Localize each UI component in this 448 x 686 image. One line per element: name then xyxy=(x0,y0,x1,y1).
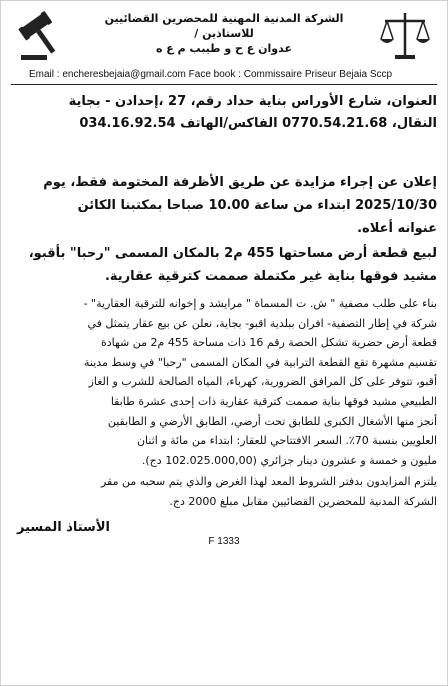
contact-line xyxy=(11,69,437,80)
facebook-link[interactable]: Commissaire Priseur Bejaia Sccp xyxy=(243,69,393,80)
letterhead xyxy=(11,5,437,67)
sale-line: مشيد فوقها بناية غير مكتملة صممت كترقية عقارية. xyxy=(104,269,437,284)
signature-line: الأستاذ المسير xyxy=(17,519,110,535)
facebook-label: Face book : xyxy=(188,69,241,80)
intro-line: 2025/10/30 ابتداء من ساعة 10.00 صباحا بمكتبنا الكائن xyxy=(77,198,437,213)
body-line: تقسيم مشهرة تقع القطعة الترابية في المكان المسمى "رحبا" في وسط مدينة xyxy=(83,355,437,369)
email-label: Email : xyxy=(29,69,60,80)
office-address: العنوان، شارع الأوراس بناية حداد رقم، 27 ،إحدادن - بجاية xyxy=(68,94,437,109)
conditions-line: يلتزم المزايدون بدفتر الشروط المعد لهذا الغرض والذي يتم سحبه من مقر xyxy=(100,475,437,489)
conditions-line: الشركة المدنية للمحضرين القضائيين مقابل مبلغ 2000 دج. xyxy=(169,494,437,508)
phone-numbers: النقال، 0770.54.21.68 الفاكس/الهاتف 034.16.92.54 xyxy=(79,116,437,131)
scales-of-justice-icon xyxy=(377,7,433,63)
gavel-icon xyxy=(15,7,71,63)
intro-line: عنوانه أعلاه. xyxy=(357,221,437,236)
company-name: الشركة المدنية المهنية للمحضرين القضائيين للاستاذين / xyxy=(104,12,344,40)
body-line: مليون و خمسة و عشرون دينار جزائري (102.025.000,00 دج). xyxy=(141,453,437,467)
letterhead-text xyxy=(77,11,371,56)
body-line: الطبيعي مشيد فوقها بناية صممت كترقية عقارية ذات إحدى عشرة طابقا xyxy=(110,394,437,408)
body-line: بناء على طلب مصفية " ش. ت المسماة " مرايشد و إخوانه للترقية العقارية" - xyxy=(83,297,437,310)
sale-description xyxy=(11,242,437,288)
body-line: شركة في إطار التصفية- افران ببلدية اقبو- بجاية، نعلن عن بيع عقار يتمثل في xyxy=(87,316,437,330)
email-link[interactable]: encheresbejaia@gmail.com xyxy=(62,69,186,80)
auction-intro xyxy=(11,171,437,240)
body-line: أقبو، تتوفر على كل المرافق الضرورية، كهرباء، المياه الصالحة للشرب و الغاز xyxy=(88,375,437,389)
intro-line: إعلان عن إجراء مزايدة عن طريق الأظرفة المختومة فقط، يوم xyxy=(43,175,437,190)
body-line: العلويين بنسبة 70٪. السعر الافتتاحي للعقار: ابتداء من مائة و اثنان xyxy=(136,434,437,448)
officers-names: عدوان ع ح و طيبب م ع ه xyxy=(155,42,292,55)
header-divider xyxy=(11,84,437,85)
reference-number: F 1333 xyxy=(208,535,240,547)
announcement-footer xyxy=(11,518,437,558)
body-line: قطعة أرض حضرية تشكل الحصة رقم 16 ذات مساحة 455 م2 من شهادة xyxy=(100,336,437,350)
auction-conditions xyxy=(11,472,437,511)
body-line: أنجز منها الأشغال الكبرى للطابق تحت أرضي، الطابق الأرضي و الطابقين xyxy=(107,414,437,428)
announcement-body xyxy=(11,294,437,470)
sale-line: لبيع قطعة أرض مساحتها 455 م2 بالمكان المسمى "رحبا" بأقبو، xyxy=(28,246,437,261)
address-block xyxy=(11,91,437,135)
